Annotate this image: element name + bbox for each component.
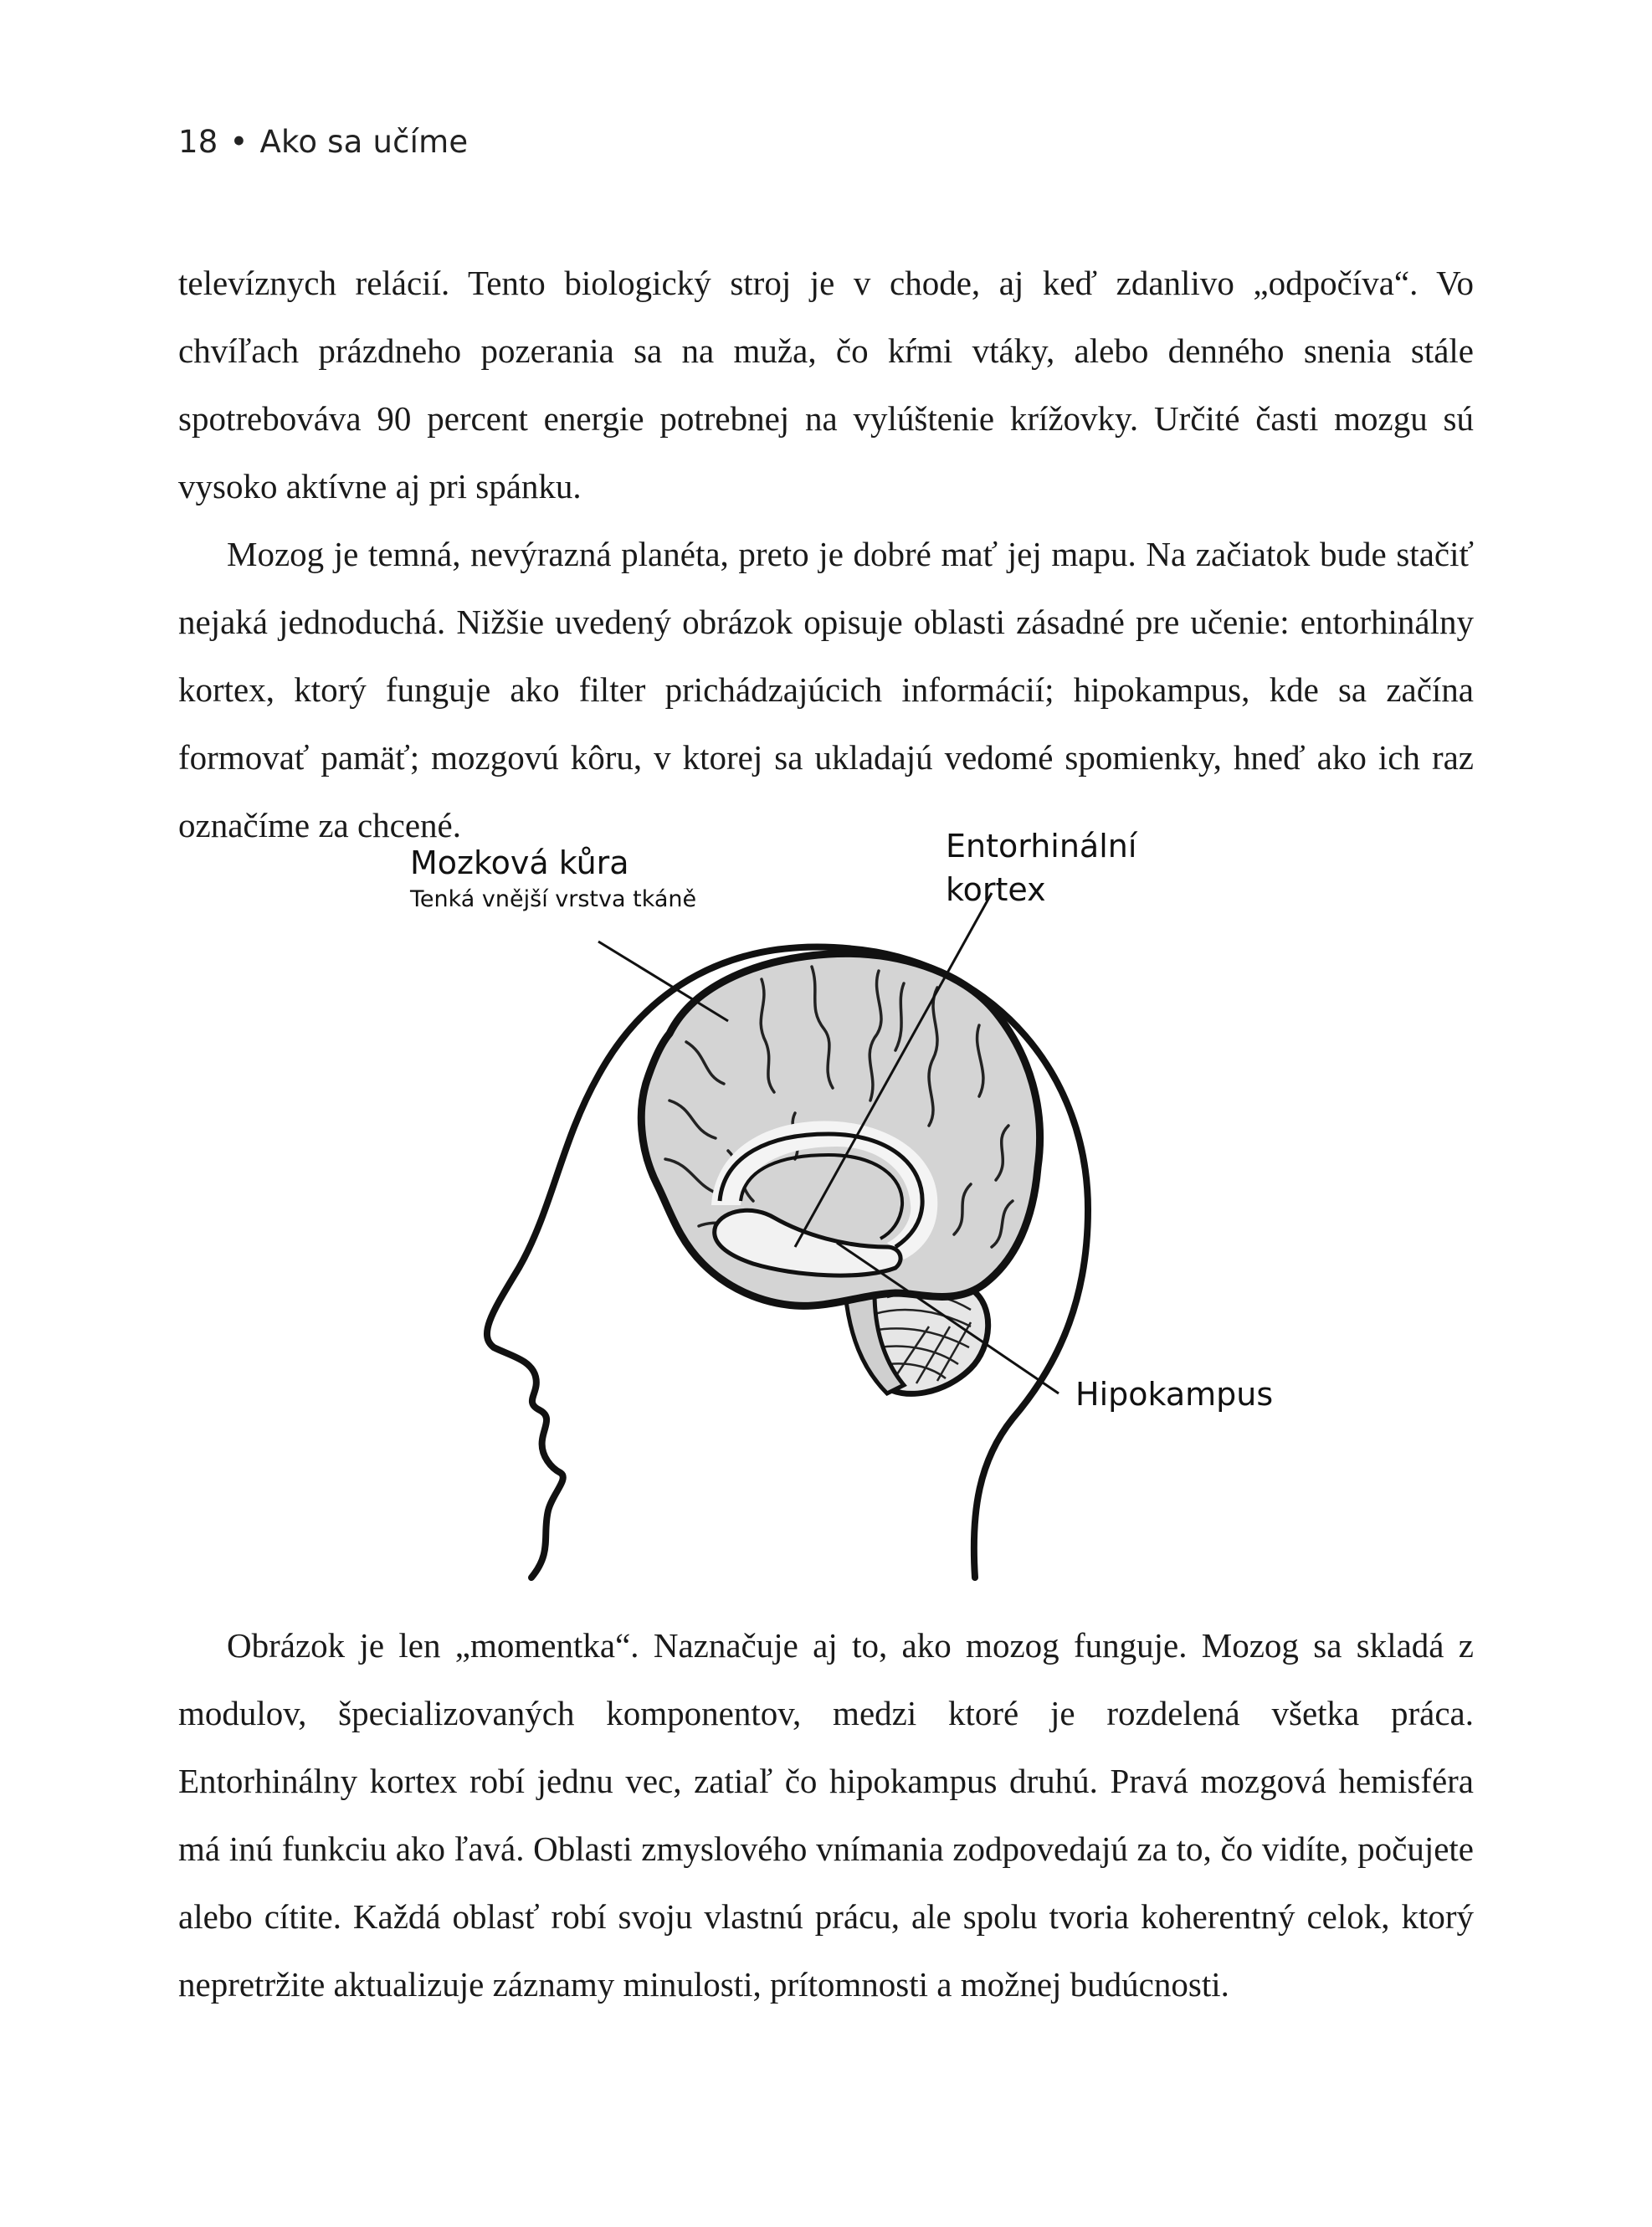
hippocampus-label: Hipokampus [1075, 1376, 1274, 1413]
book-title: Ako sa učíme [259, 124, 469, 160]
body-text-top [178, 249, 1474, 859]
entorhinal-label-line1: Entorhinální [946, 828, 1137, 865]
body-text-bottom [178, 1612, 1474, 2019]
cortex-label-title: Mozková kůra [410, 844, 629, 881]
entorhinal-label [946, 824, 1136, 911]
cortex-label-subtitle: Tenká vnější vrstva tkáně [410, 886, 697, 912]
head-brain-drawing [393, 824, 1347, 1594]
cortex-label [410, 841, 696, 915]
header-separator: • [229, 124, 249, 160]
running-header [178, 124, 468, 160]
cortex-pointer-line [598, 942, 728, 1021]
brain-illustration [393, 824, 1347, 1594]
paragraph-brain-map: Mozog je temná, nevýrazná planéta, preto je dobré mať jej mapu. Na začiatok bude stačiť nejaká jednoduchá. Nižšie uvedený obrázok opisuje oblasti zásadné pre učenie: entorhinálny kortex, ktorý funguje ako filter prichádzajúcich informácií; hipokampus, kde sa začína formovať pamäť; mozgovú kôru, v ktorej sa ukladajú vedomé spomienky, hneď ako ich raz označíme za chcené. [178, 535, 1474, 844]
entorhinal-label-line2: kortex [946, 871, 1046, 908]
page-number: 18 [178, 124, 218, 160]
paragraph-snapshot: Obrázok je len „momentka“. Naznačuje aj to, ako mozog funguje. Mozog sa skladá z modulov, špecializovaných komponentov, medzi ktoré je rozdelená všetka práca. Entorhinálny kortex robí jednu vec, zatiaľ čo hipokampus druhú. Pravá mozgová hemisféra má inú funkciu ako ľavá. Oblasti zmyslového vnímania zodpovedajú za to, čo vidíte, počujete alebo cítite. Každá oblasť robí svoju vlastnú prácu, ale spolu tvoria koherentný celok, ktorý nepretržite aktualizuje záznamy minulosti, prítomnosti a možnej budúcnosti. [178, 1626, 1474, 2004]
paragraph-continued: televíznych relácií. Tento biologický stroj je v chode, aj keď zdanlivo „odpočíva“. Vo chvíľach prázdneho pozerania sa na muža, čo kŕmi vtáky, alebo denného snenia stále spotrebováva 90 percent energie potrebnej na vylúštenie krížovky. Určité časti mozgu sú vysoko aktívne aj pri spánku. [178, 264, 1474, 505]
